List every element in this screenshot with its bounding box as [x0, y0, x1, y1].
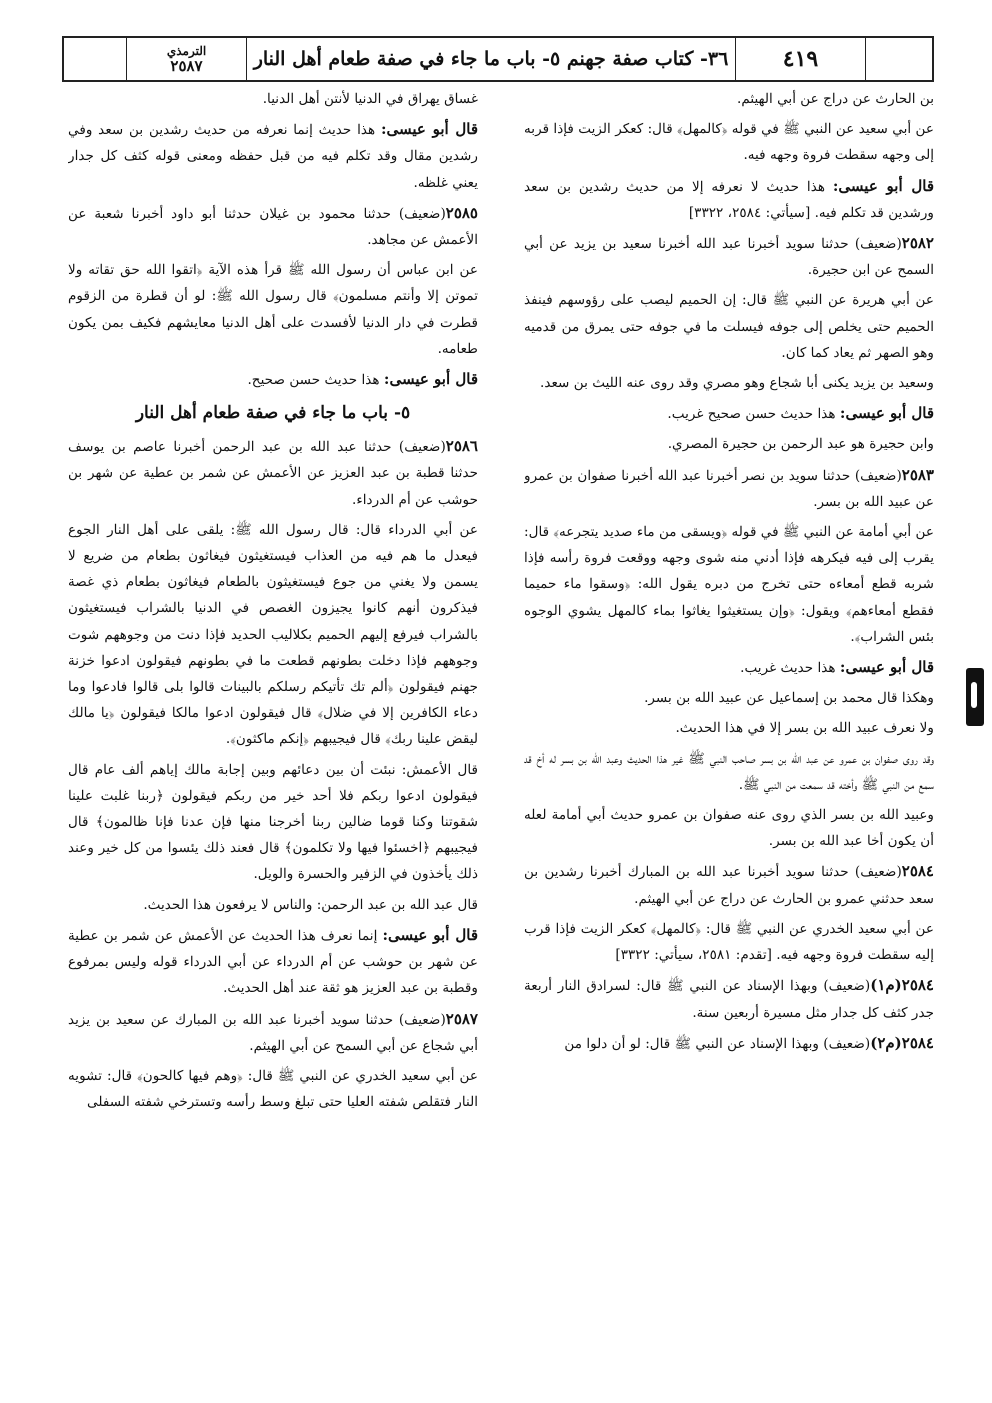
commentary-label: قال أبو عيسى:	[839, 404, 934, 423]
hadith-entry	[524, 462, 934, 515]
hadith-number: ٢٥٨٦	[445, 437, 478, 456]
commentary-label: قال أبو عيسى:	[380, 120, 478, 139]
hadith-entry	[524, 858, 934, 911]
commentary-paragraph	[524, 654, 934, 681]
hadith-number: ٢٥٨٣	[901, 465, 934, 484]
left-text-column	[68, 86, 478, 1376]
paragraph-text: ولا نعرف عبيد الله بن بسر إلا في هذا الحديث.	[675, 720, 934, 737]
paragraph-text: عن أبي أمامة عن النبي ﷺ في قوله ﴿ويسقى من ماء صديد يتجرعه﴾ قال: يقرب إلى فيه فيكرهه فإذا أدني منه شوى وجهه ووقعت فروة رأسه فإذا شربه قطع أمعاءه حتى تخرج من دبره يقول الله: ﴿وسقوا ماء حميما فقطع أمعاءهم﴾ ويقول: ﴿وإن يستغيثوا يغاثوا بماء كالمهل يشوي الوجوه بئس الشراب﴾.	[524, 524, 934, 645]
hadith-number: ٢٥٨٤(م١)	[870, 976, 934, 995]
text-paragraph	[68, 1063, 478, 1115]
hadith-number: ٢٥٨٥	[445, 203, 478, 222]
text-paragraph	[524, 86, 934, 112]
paragraph-text: عن ابن عباس أن رسول الله ﷺ قرأ هذه الآية ﴿اتقوا الله حق تقاته ولا تموتن إلا وأنتم مسلمون﴾ قال رسول الله ﷺ: لو أن قطرة من الزقوم قطرت في دار الدنيا لأفسدت على أهل الدنيا معايشهم فكيف بمن يكون طعامه.	[68, 262, 478, 357]
paragraph-text: وهكذا قال محمد بن إسماعيل عن عبيد الله بن بسر.	[644, 690, 934, 707]
paragraph-text: وعبيد الله بن بسر الذي روى عنه صفوان بن عمرو حديث أبي أمامة لعله أن يكون أخا عبد الله بن بسر.	[524, 807, 934, 850]
commentary-paragraph	[524, 173, 934, 226]
commentary-label: قال أبو عيسى:	[382, 925, 478, 944]
hadith-entry	[68, 200, 478, 253]
text-paragraph	[524, 370, 934, 396]
hadith-number: ٢٥٨٤(م٢)	[870, 1033, 934, 1052]
header-blank-right	[865, 38, 932, 80]
hadith-number: ٢٥٨٢	[901, 234, 934, 253]
hadith-entry	[524, 230, 934, 283]
book-name: الترمذي	[166, 44, 207, 58]
paragraph-text: (ضعيف) حدثنا سويد أخبرنا عبد الله أخبرنا سعيد بن يزيد عن أبي السمح عن ابن حجيرة.	[524, 236, 934, 279]
paragraph-text: (ضعيف) حدثنا سويد بن نصر أخبرنا عبد الله أخبرنا صفوان بن عمرو عن عبيد الله بن بسر.	[524, 467, 934, 510]
paragraph-text: عن أبي سعيد عن النبي ﷺ في قوله ﴿كالمهل﴾ قال: كعكر الزيت فإذا قربه إلى وجهه سقطت فروة وجهه فيه.	[524, 121, 934, 164]
paragraph-text: وقد روى صفوان بن عمرو عن عبد الله بن بسر صاحب النبي ﷺ غير هذا الحديث وعبد الله بن بسر له أخ قد سمع من النبي ﷺ وأخته قد سمعت من النبي ﷺ.	[524, 750, 934, 793]
paragraph-text: هذا حديث حسن صحيح.	[247, 372, 380, 389]
hadith-number: ٢٥٨٤	[901, 862, 934, 881]
paragraph-text: إنما نعرف هذا الحديث عن الأعمش عن شمر بن عطية عن شهر بن حوشب عن أم الدرداء عن أبي الدرداء قوله وليس بمرفوع وقطبة بن عبد العزيز هو ثقة عند أهل الحديث.	[68, 927, 478, 997]
hadith-entry	[68, 1006, 478, 1059]
paragraph-text: هذا حديث إنما نعرفه من حديث رشدين بن سعد وفي رشدين مقال وقد تكلم فيه من قبل حفظه ومعنى قوله كثف كل جدار يعني غلظه.	[68, 122, 478, 191]
paragraph-text: عن أبي سعيد الخدري عن النبي ﷺ قال: ﴿وهم فيها كالحون﴾ قال: تشويه النار فتقلص شفته العليا حتى تبلغ وسط رأسه وتسترخي شفته السفلى	[68, 1067, 478, 1111]
page-header	[62, 36, 934, 82]
paragraph-text: (ضعيف) حدثنا عبد الله بن عبد الرحمن أخبرنا عاصم بن يوسف حدثنا قطبة بن عبد العزيز عن الأعمش عن شمر بن عطية عن شهر بن حوشب عن أم الدرداء.	[68, 439, 478, 508]
text-paragraph	[68, 257, 478, 362]
text-paragraph	[524, 802, 934, 854]
right-text-column	[524, 86, 934, 1376]
paragraph-text: قال الأعمش: نبئت أن بين دعائهم وبين إجابة مالك إياهم ألف عام قال فيقولون ادعوا ربكم فلا أحد خير من ربكم فيقولون ﴿ربنا غلبت علينا شقوتنا وكنا قوما ضالين ربنا أخرجنا منها فإن عدنا فإنا ظالمون﴾ قال فيجيبهم ﴿اخسئوا فيها ولا تكلمون﴾ قال فعند ذلك يئسوا من كل خير وعند ذلك يأخذون في الزفير والحسرة والويل.	[68, 761, 478, 883]
text-paragraph	[68, 757, 478, 888]
text-paragraph	[524, 519, 934, 650]
paragraph-text: وسعيد بن يزيد يكنى أبا شجاع وهو مصري وقد روى عنه الليث بن سعد.	[540, 375, 934, 392]
paragraph-text: هذا حديث حسن صحيح غريب.	[667, 406, 836, 423]
commentary-paragraph	[68, 116, 478, 196]
commentary-paragraph	[68, 922, 478, 1002]
thumb-index-marker	[966, 668, 984, 726]
text-paragraph	[68, 517, 478, 753]
text-paragraph	[524, 715, 934, 741]
hadith-entry	[68, 433, 478, 513]
paragraph-text: قال عبد الله بن عبد الرحمن: والناس لا يرفعون هذا الحديث.	[143, 896, 478, 913]
paragraph-text: هذا حديث لا نعرفه إلا من حديث رشدين بن سعد ورشدين قد تكلم فيه. [سيأتي: ٢٥٨٤، ٣٣٢٢]	[524, 178, 934, 221]
paragraph-text: (ضعيف) حدثنا سويد أخبرنا عبد الله بن المبارك عن سعيد بن يزيد أبي شجاع عن أبي السمح عن أبي الهيثم.	[68, 1011, 478, 1054]
text-paragraph	[524, 116, 934, 168]
commentary-label: قال أبو عيسى:	[839, 658, 934, 677]
paragraph-text: بن الحارث عن دراج عن أبي الهيثم.	[737, 91, 934, 107]
hadith-range: ٢٥٨٧	[170, 57, 203, 75]
header-blank-left	[64, 38, 126, 80]
page-number: ٤١٩	[735, 38, 865, 80]
text-paragraph	[68, 892, 478, 918]
section-heading: ٥- باب ما جاء في صفة طعام أهل النار	[135, 403, 411, 424]
commentary-label: قال أبو عيسى:	[383, 370, 478, 389]
paragraph-text: (ضعيف) حدثنا محمود بن غيلان حدثنا أبو داود أخبرنا شعبة عن الأعمش عن مجاهد.	[68, 205, 478, 249]
paragraph-text: غساق يهراق في الدنيا لأنتن أهل الدنيا.	[262, 91, 478, 107]
paragraph-text: وابن حجيرة هو عبد الرحمن بن حجيرة المصري.	[667, 436, 934, 453]
running-title: ٣٦- كتاب صفة جهنم ٥- باب ما جاء في صفة طعام أهل النار	[246, 38, 735, 80]
commentary-paragraph	[524, 400, 934, 427]
paragraph-text: (ضعيف) حدثنا سويد أخبرنا عبد الله بن المبارك أخبرنا رشدين بن سعد حدثني عمرو بن الحارث عن دراج عن أبي الهيثم.	[524, 864, 934, 907]
hadith-entry	[524, 1030, 934, 1057]
hadith-number: ٢٥٨٧	[445, 1009, 478, 1028]
text-paragraph	[524, 431, 934, 457]
text-paragraph	[524, 746, 934, 798]
commentary-label: قال أبو عيسى:	[832, 176, 934, 195]
text-paragraph	[524, 287, 934, 366]
paragraph-text: (ضعيف) وبهذا الإسناد عن النبي ﷺ قال: لسرادق النار أربعة جدر كثف كل جدار مثل مسيرة أربعين سنة.	[524, 978, 934, 1021]
text-paragraph	[524, 916, 934, 968]
hadith-reference	[126, 38, 246, 80]
paragraph-text: هذا حديث غريب.	[740, 660, 836, 677]
commentary-paragraph	[68, 366, 478, 393]
paragraph-text: (ضعيف) وبهذا الإسناد عن النبي ﷺ قال: لو أن دلوا من	[564, 1035, 871, 1052]
hadith-entry	[524, 972, 934, 1025]
paragraph-text: عن أبي الدرداء قال: قال رسول الله ﷺ: يلقى على أهل النار الجوع فيعدل ما هم فيه من العذاب فيستغيثون فيغاثون بطعام من ضريع لا يسمن ولا يغني من جوع فيستغيثون بالطعام فيغاثون بطعام ذي غصة فيذكرون أنهم كانوا يجيزون الغصص في الدنيا بالشراب فيستغيثون بالشراب فيرفع إليهم الحميم بكلاليب الحديد فإذا دنت من وجوههم شوت وجوههم فإذا دخلت بطونهم قطعت ما في بطونهم فيقولون ادعوا خزنة جهنم فيقولون ﴿ألم تك تأتيكم رسلكم بالبينات قالوا بلى قالوا فادعوا وما دعاء الكافرين إلا في ضلال﴾ قال فيقولون ادعوا مالكا فيقولون ﴿يا مالك ليقض علينا ربك﴾ قال فيجيبهم ﴿إنكم ماكثون﴾.	[68, 521, 478, 748]
text-paragraph	[524, 685, 934, 711]
text-paragraph	[68, 86, 478, 112]
paragraph-text: عن أبي سعيد الخدري عن النبي ﷺ قال: ﴿كالمهل﴾ كعكر الزيت فإذا قرب إليه سقطت فروة وجهه فيه. [تقدم: ٢٥٨١، سيأتي: ٣٣٢٢]	[524, 920, 934, 964]
paragraph-text: عن أبي هريرة عن النبي ﷺ قال: إن الحميم ليصب على رؤوسهم فينفذ الحميم حتى يخلص إلى جوفه فيسلت ما في جوفه حتى يمرق من قدميه وهو الصهر ثم يعاد كما كان.	[524, 292, 934, 361]
